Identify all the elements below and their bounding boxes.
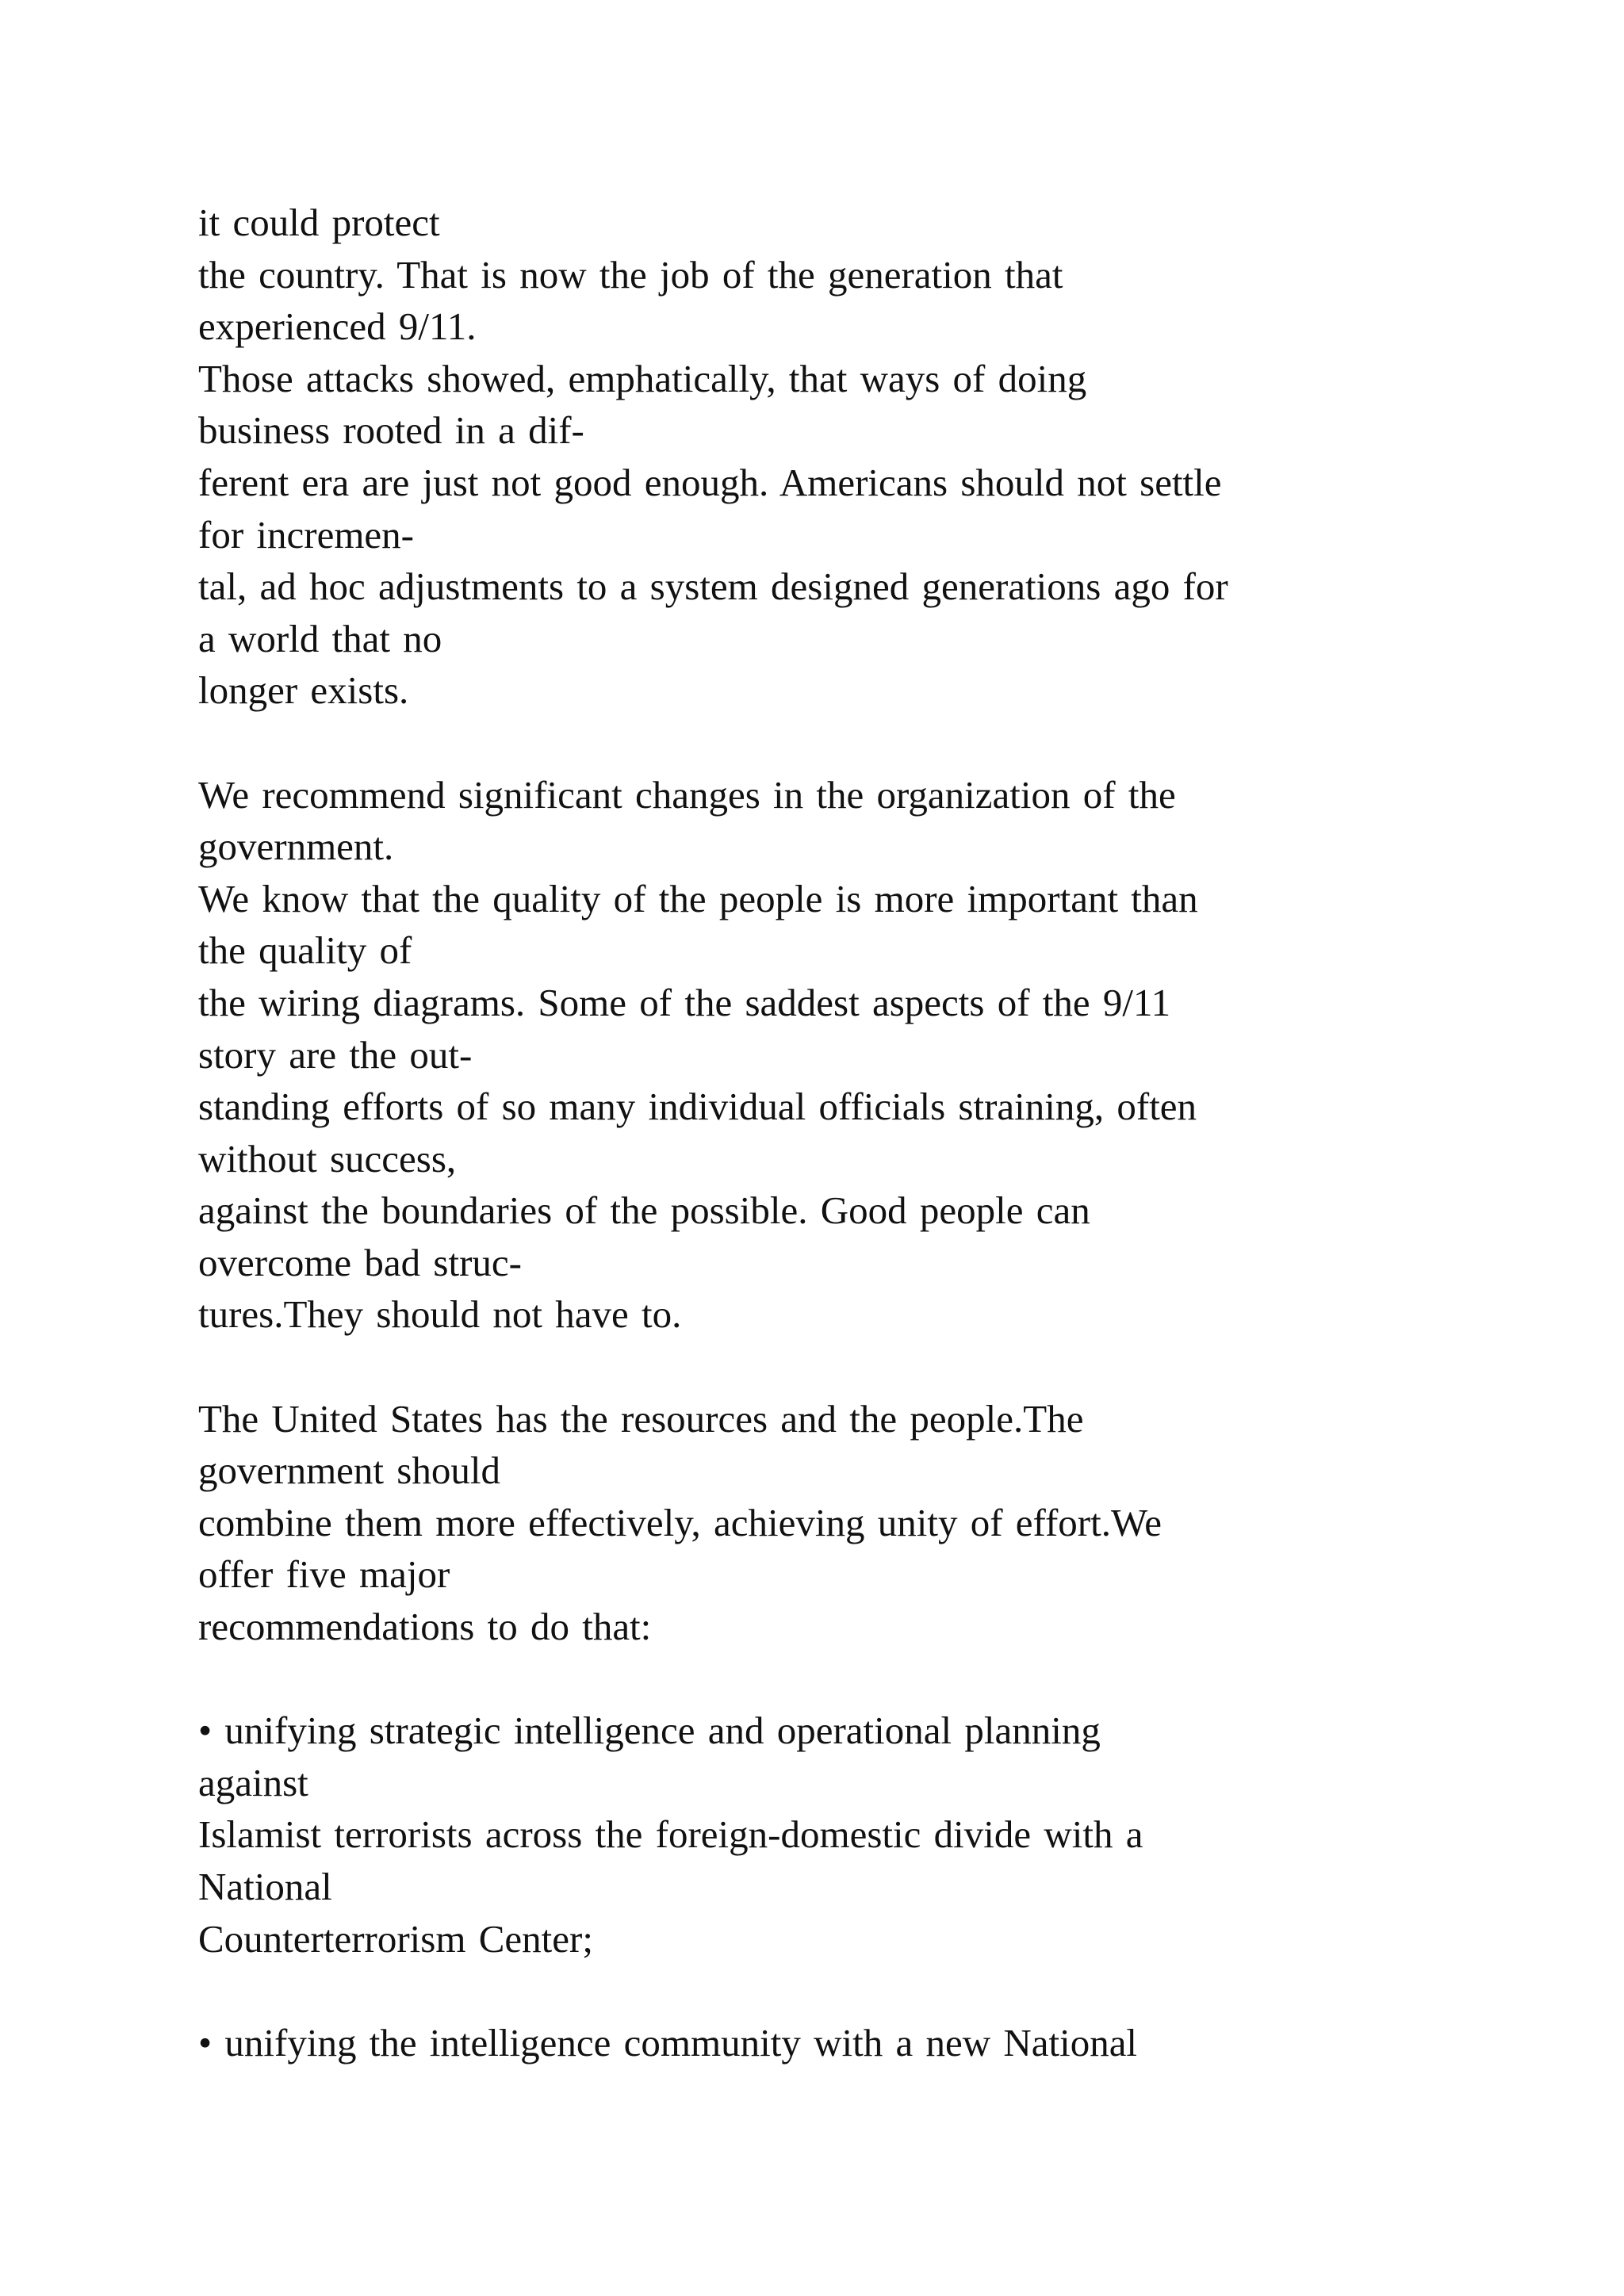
text-line: tal, ad hoc adjustments to a system designed generations ago for — [198, 564, 1228, 609]
text-line: overcome bad struc- — [198, 1240, 522, 1284]
text-line: against the boundaries of the possible. Good people can — [198, 1188, 1090, 1233]
text-line: We recommend significant changes in the organization of the — [198, 772, 1176, 817]
paragraph-spacer — [198, 1965, 1515, 2017]
text-line: Those attacks showed, emphatically, that ways of doing — [198, 356, 1087, 400]
text-line: longer exists. — [198, 668, 409, 713]
text-line: Islamist terrorists across the foreign-domestic divide with a — [198, 1812, 1143, 1857]
paragraph-spacer — [198, 717, 1515, 769]
text-line: government should — [198, 1448, 500, 1493]
text-line: a world that no — [198, 616, 442, 660]
text-line: without success, — [198, 1136, 457, 1181]
text-line: the wiring diagrams. Some of the saddest aspects of the 9/11 — [198, 980, 1171, 1024]
text-line: offer five major — [198, 1552, 450, 1597]
paragraph-spacer — [198, 1341, 1515, 1393]
text-line: government. — [198, 825, 394, 869]
text-line: standing efforts of so many individual officials straining, often — [198, 1085, 1197, 1129]
text-line: The United States has the resources and the people.The — [198, 1396, 1084, 1441]
paragraph-spacer — [198, 1653, 1515, 1705]
text-line: the quality of — [198, 928, 412, 973]
text-line: ferent era are just not good enough. Americans should not settle — [198, 460, 1222, 504]
text-line: • unifying strategic intelligence and operational planning — [198, 1709, 1101, 1753]
paragraph — [198, 197, 1515, 717]
text-line: tures.They should not have to. — [198, 1292, 682, 1337]
text-line: business rooted in a dif- — [198, 408, 584, 453]
bullet-item — [198, 2017, 1515, 2069]
text-line: recommendations to do that: — [198, 1605, 652, 1649]
paragraph — [198, 1393, 1515, 1653]
text-line: it could protect — [198, 201, 440, 244]
text-line: experienced 9/11. — [198, 304, 477, 349]
text-line: combine them more effectively, achieving unity of effort.We — [198, 1500, 1162, 1544]
text-line: for incremen- — [198, 512, 414, 557]
text-line: We know that the quality of the people is more important than — [198, 876, 1198, 920]
text-line: against — [198, 1760, 308, 1804]
text-line: • unifying the intelligence community with a new National — [198, 2020, 1138, 2064]
text-line: Counterterrorism Center; — [198, 1916, 593, 1961]
text-line: National — [198, 1865, 332, 1908]
text-line: the country. That is now the job of the generation that — [198, 252, 1063, 297]
paragraph — [198, 769, 1515, 1341]
bullet-item — [198, 1705, 1515, 1965]
text-line: story are the out- — [198, 1032, 473, 1077]
document-body — [198, 197, 1515, 2068]
